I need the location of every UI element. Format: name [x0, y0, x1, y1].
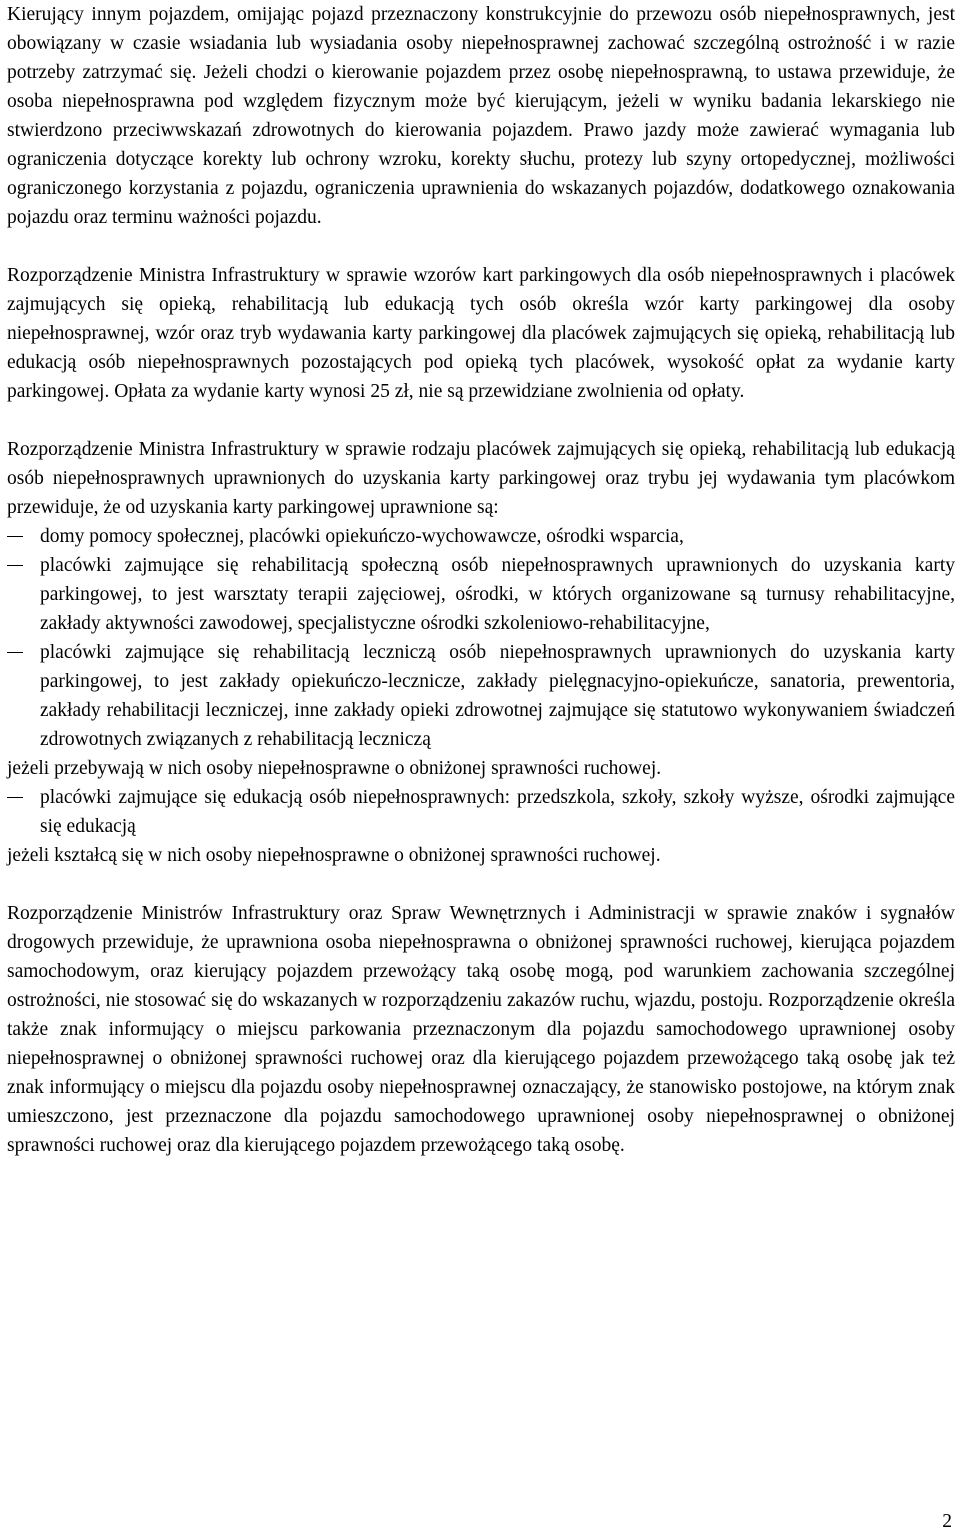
list-1-note: jeżeli przebywają w nich osoby niepełnosprawne o obniżonej sprawności ruchowej. — [7, 758, 662, 779]
paragraph-3: Rozporządzenie Ministra Infrastruktury w sprawie rodzaju placówek zajmujących się opieką, rehabilitacją lub edukacją osób niepełnosprawnych uprawnionych do uzyskania karty parkingowej oraz trybu jej wydawania tym placówkom przewiduje, że od uzyskania karty parkingowej uprawnione są: — [7, 439, 955, 518]
edukacja-list — [7, 783, 955, 841]
placowki-list — [7, 522, 955, 754]
page-number: 2 — [942, 1511, 952, 1532]
paragraph-gap — [7, 870, 955, 899]
paragraph-1-sentence-c: Prawo jazdy może zawierać wymagania lub ograniczenia dotyczące korekty lub ochrony wzroku, korekty słuchu, protezy lub szyny ortopedycznej, możliwości ograniczonego korzystania z pojazdu, ograniczenia uprawnienia do wskazanych pojazdów, dodatkowego oznakowania pojazdu oraz terminu ważności pojazdu. — [7, 120, 955, 228]
paragraph-gap — [7, 406, 955, 435]
paragraph-1-sentence-b: Jeżeli chodzi o kierowanie pojazdem przez osobę niepełnosprawną, to ustawa przewiduje, że osoba niepełnosprawna pod względem fizycznym może być kierującym, jeżeli w wyniku badania lekarskiego nie stwierdzono przeciwwskazań zdrowotnych do kierowania pojazdem. — [7, 62, 956, 141]
paragraph-gap — [7, 232, 955, 261]
list-item: placówki zajmujące się rehabilitacją społeczną osób niepełnosprawnych uprawnionych do uzyskania karty parkingowej, to jest warsztaty terapii zajęciowej, ośrodki, w których organizowane są turnusy rehabilitacyjne, zakłady aktywności zawodowej, specjalistyczne ośrodki szkoleniowo-rehabilitacyjne, — [7, 551, 955, 638]
dash-bullet-icon — [7, 652, 23, 653]
document-page — [7, 0, 955, 1160]
list-item: placówki zajmujące się edukacją osób niepełnosprawnych: przedszkola, szkoły, szkoły wyższe, ośrodki zajmujące się edukacją — [7, 783, 955, 841]
paragraph-1-sentence-a: Kierujący innym pojazdem, omijając pojazd przeznaczony konstrukcyjnie do przewozu osób niepełnosprawnych, jest obowiązany w czasie wsiadania lub wysiadania osoby niepełnosprawnej zachować szczególną ostrożność i w razie potrzeby zatrzymać się. — [7, 4, 955, 83]
paragraph-1 — [7, 0, 955, 232]
paragraph-4-sentence-b: Rozporządzenie określa także znak informujący o miejscu parkowania przeznaczonym dla pojazdu samochodowego uprawnionej osoby niepełnosprawnej o obniżonej sprawności ruchowej oraz dla kierującego pojazdem przewożącego taką osobę jak też znak informujący o miejscu dla pojazdu osoby niepełnosprawnej oznaczający, że stanowisko postojowe, na którym znak umieszczono, jest przeznaczone dla pojazdu samochodowego uprawnionej osoby niepełnosprawnej o obniżonej sprawności ruchowej oraz dla kierującego pojazdem przewożącego taką osobę. — [7, 990, 955, 1156]
list-item: placówki zajmujące się rehabilitacją leczniczą osób niepełnosprawnych uprawnionych do uzyskania karty parkingowej, to jest zakłady opiekuńczo-lecznicze, zakłady pielęgnacyjno-opiekuńcze, sanatoria, prewentoria, zakłady rehabilitacji leczniczej, inne zakłady opieki zdrowotnej zajmujące się statutowo wykonywaniem świadczeń zdrowotnych związanych z rehabilitacją leczniczą — [7, 638, 955, 754]
list-2-note: jeżeli kształcą się w nich osoby niepełnosprawne o obniżonej sprawności ruchowej. — [7, 845, 661, 866]
list-item: domy pomocy społecznej, placówki opiekuńczo-wychowawcze, ośrodki wsparcia, — [7, 522, 955, 551]
dash-bullet-icon — [7, 536, 23, 537]
dash-bullet-icon — [7, 565, 23, 566]
dash-bullet-icon — [7, 797, 23, 798]
paragraph-2: Rozporządzenie Ministra Infrastruktury w sprawie wzorów kart parkingowych dla osób niepełnosprawnych i placówek zajmujących się opieką, rehabilitacją lub edukacją tych osób określa wzór karty parkingowej dla osoby niepełnosprawnej, wzór oraz tryb wydawania karty parkingowej dla placówek zajmujących się opieką, rehabilitacją lub edukacją osób niepełnosprawnych pozostających pod opieką tych placówek, wysokość opłat za wydanie karty parkingowej. Opłata za wydanie karty wynosi 25 zł, nie są przewidziane zwolnienia od opłaty. — [7, 265, 955, 402]
paragraph-4 — [7, 899, 955, 1160]
paragraph-4-sentence-a: Rozporządzenie Ministrów Infrastruktury oraz Spraw Wewnętrznych i Administracji w sprawie znaków i sygnałów drogowych przewiduje, że uprawniona osoba niepełnosprawna o obniżonej sprawności ruchowej, kierująca pojazdem samochodowym, oraz kierujący pojazdem przewożący taką osobę mogą, pod warunkiem zachowania szczególnej ostrożności, nie stosować się do wskazanych w rozporządzeniu zakazów ruchu, wjazdu, postoju. — [7, 903, 955, 1011]
